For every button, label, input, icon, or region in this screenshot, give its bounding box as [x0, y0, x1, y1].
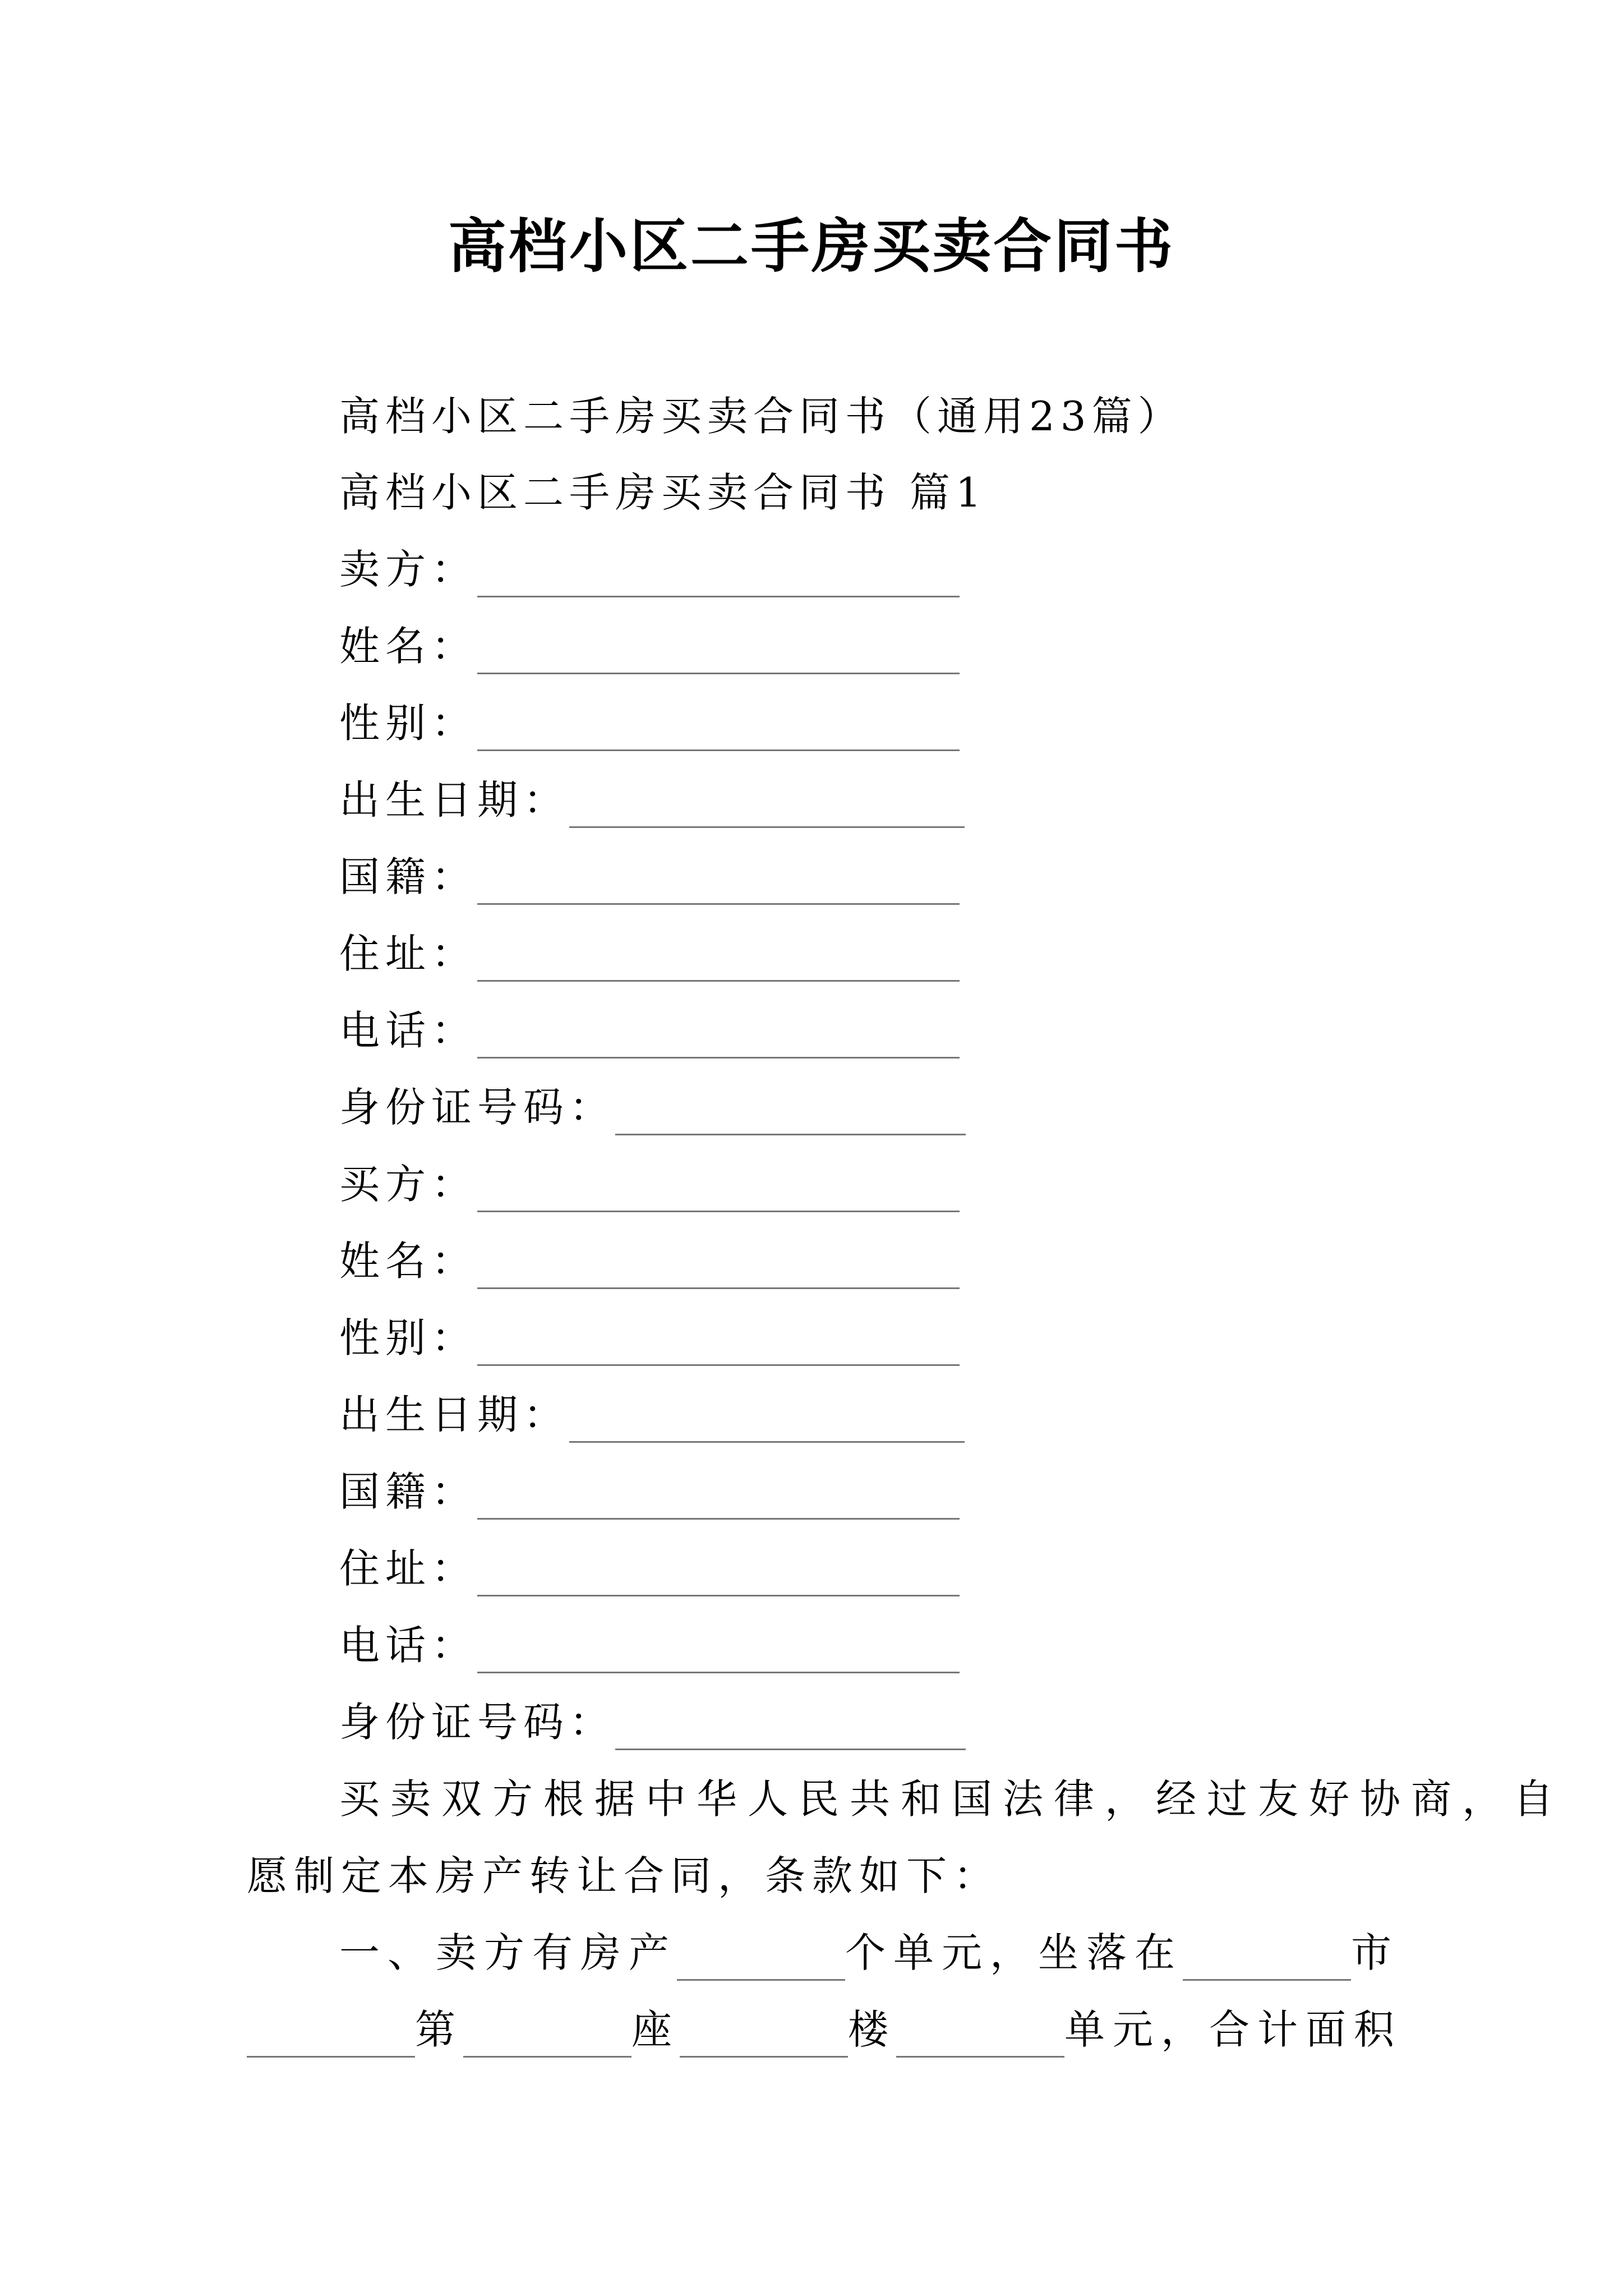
seller-id-blank[interactable] — [615, 1099, 966, 1135]
seller-field[interactable] — [339, 541, 960, 597]
seller-address-blank[interactable] — [477, 945, 960, 982]
seller-address-field[interactable] — [339, 926, 960, 982]
seller-nationality-label: 国籍： — [339, 853, 478, 900]
seller-label: 卖方： — [339, 546, 478, 593]
buyer-field[interactable] — [339, 1156, 960, 1212]
seller-name-label: 姓名： — [339, 623, 478, 670]
clause1-line-2 — [247, 2001, 1402, 2058]
building-blank[interactable] — [680, 2021, 848, 2058]
buyer-id-blank[interactable] — [615, 1714, 966, 1750]
buyer-address-label: 住址： — [339, 1545, 478, 1592]
seller-name-blank[interactable] — [477, 638, 960, 674]
seller-birth-blank[interactable] — [569, 792, 965, 828]
seller-phone-blank[interactable] — [477, 1022, 960, 1059]
buyer-gender-blank[interactable] — [477, 1329, 960, 1366]
buyer-id-field[interactable] — [339, 1694, 966, 1750]
seller-gender-field[interactable] — [339, 695, 960, 751]
buyer-nationality-blank[interactable] — [477, 1483, 960, 1520]
buyer-gender-label: 性别： — [339, 1314, 478, 1361]
document-subtitle: 高档小区二手房买卖合同书（通用23篇） — [339, 393, 1184, 440]
buyer-phone-label: 电话： — [339, 1622, 478, 1669]
clause1-part-3: 市 — [1351, 1929, 1400, 1976]
intro-line-2: 愿制定本房产转让合同，条款如下： — [247, 1852, 1001, 1899]
seller-nationality-blank[interactable] — [477, 868, 960, 905]
buyer-nationality-label: 国籍： — [339, 1468, 478, 1515]
document-title: 高档小区二手房买卖合同书 — [448, 211, 1175, 280]
buyer-blank[interactable] — [477, 1176, 960, 1212]
seller-phone-label: 电话： — [339, 1007, 478, 1054]
buyer-name-label: 姓名： — [339, 1237, 478, 1285]
clause1-line-1 — [339, 1925, 1399, 1981]
buyer-name-blank[interactable] — [477, 1253, 960, 1289]
section-heading: 高档小区二手房买卖合同书 篇1 — [339, 469, 987, 516]
buyer-address-blank[interactable] — [477, 1560, 960, 1596]
buyer-label: 买方： — [339, 1161, 478, 1208]
seller-birth-field[interactable] — [339, 772, 965, 828]
clause1-part-6: 楼 — [848, 2006, 897, 2053]
clause1-part-1: 一、卖方有房产 — [339, 1929, 677, 1976]
buyer-name-field[interactable] — [339, 1233, 960, 1289]
buyer-birth-label: 出生日期： — [339, 1391, 570, 1438]
buyer-address-field[interactable] — [339, 1540, 960, 1596]
block-blank[interactable] — [463, 2021, 631, 2058]
city-blank[interactable] — [1183, 1944, 1351, 1981]
seller-name-field[interactable] — [339, 618, 960, 674]
seller-gender-label: 性别： — [339, 700, 478, 747]
clause1-part-4: 第 — [415, 2006, 464, 2053]
intro-line-1: 买卖双方根据中华人民共和国法律，经过友好协商，自 — [339, 1775, 1565, 1823]
seller-id-label: 身份证号码： — [339, 1084, 616, 1131]
buyer-birth-field[interactable] — [339, 1387, 965, 1443]
district-blank[interactable] — [247, 2021, 415, 2058]
buyer-gender-field[interactable] — [339, 1310, 960, 1366]
seller-nationality-field[interactable] — [339, 849, 960, 905]
buyer-phone-field[interactable] — [339, 1617, 960, 1673]
unit-count-blank[interactable] — [677, 1944, 845, 1981]
seller-birth-label: 出生日期： — [339, 776, 570, 823]
buyer-nationality-field[interactable] — [339, 1464, 960, 1520]
seller-id-field[interactable] — [339, 1079, 966, 1135]
seller-gender-blank[interactable] — [477, 715, 960, 751]
seller-phone-field[interactable] — [339, 1002, 960, 1059]
buyer-birth-blank[interactable] — [569, 1406, 965, 1443]
clause1-part-2: 个单元，坐落在 — [845, 1929, 1183, 1976]
clause1-part-7: 单元，合计面积 — [1064, 2006, 1403, 2053]
unit-blank[interactable] — [896, 2021, 1064, 2058]
seller-blank[interactable] — [477, 561, 960, 597]
seller-address-label: 住址： — [339, 930, 478, 977]
buyer-phone-blank[interactable] — [477, 1637, 960, 1673]
buyer-id-label: 身份证号码： — [339, 1699, 616, 1746]
clause1-part-5: 座 — [631, 2006, 680, 2053]
